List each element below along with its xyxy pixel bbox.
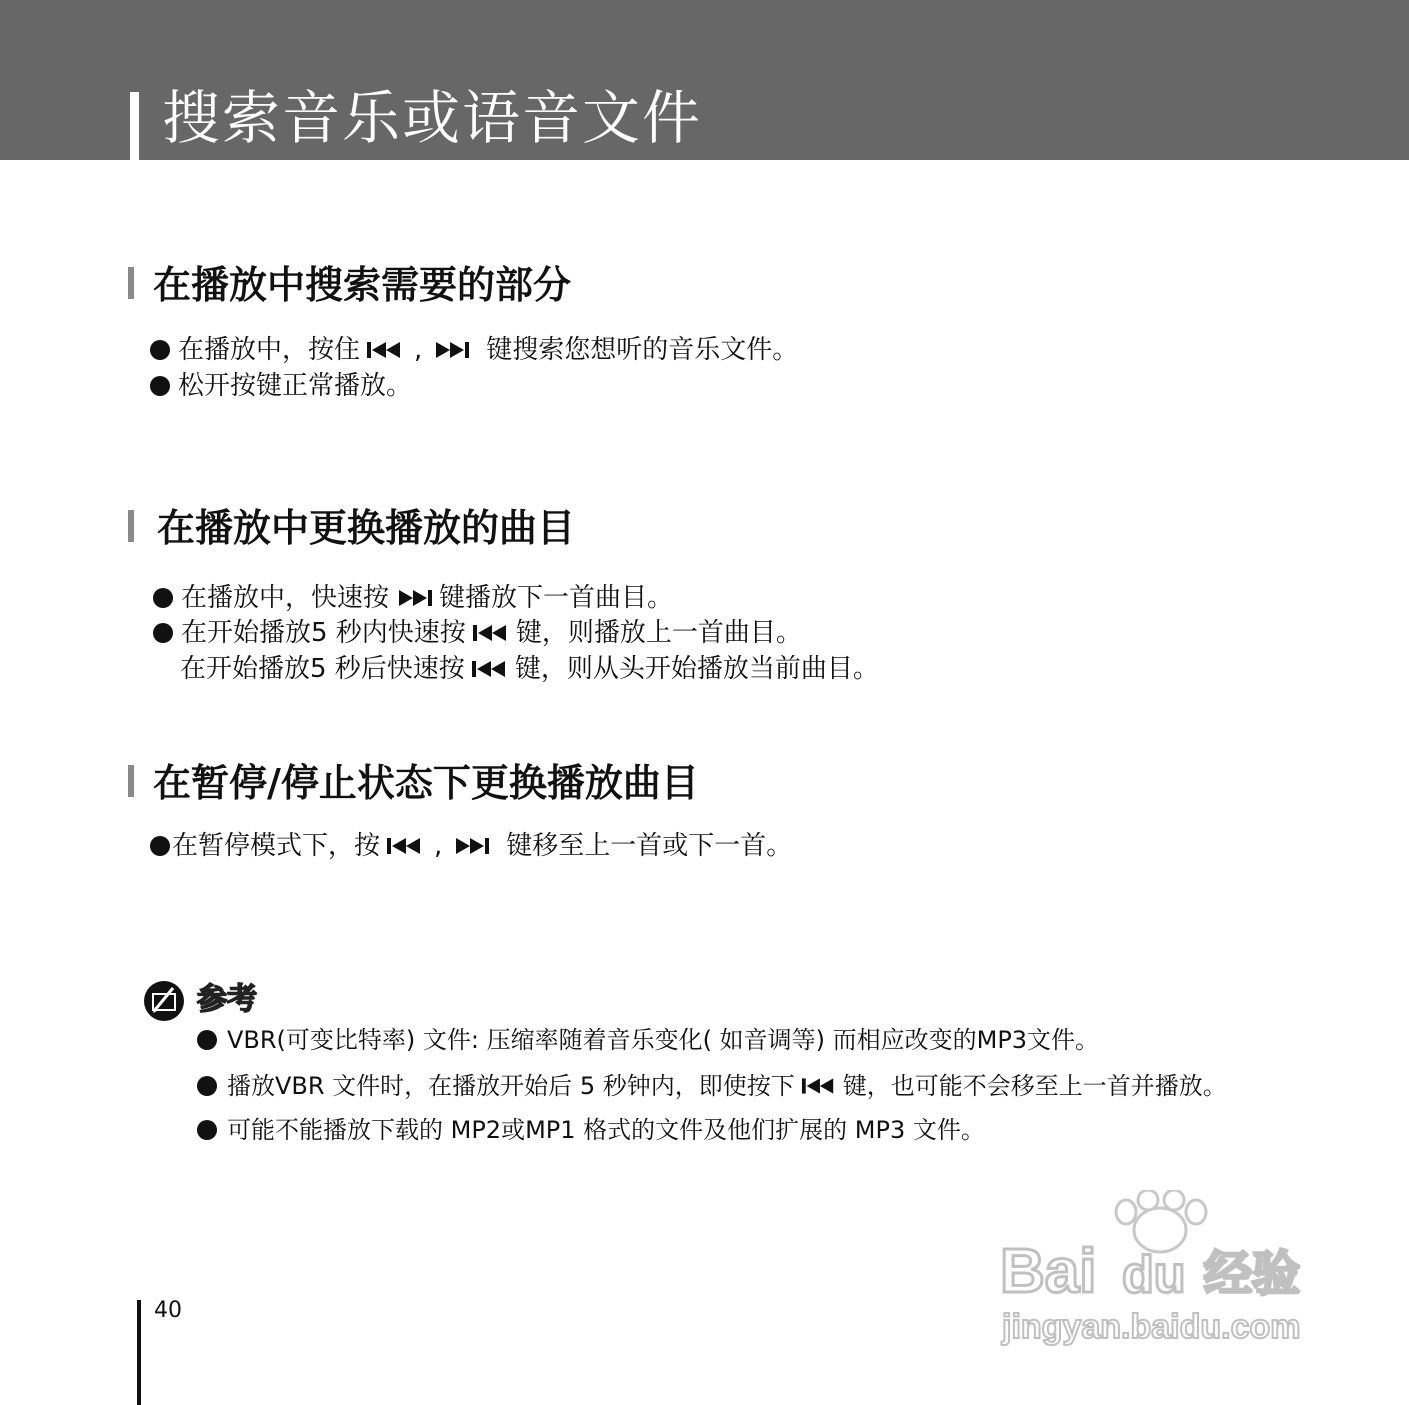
watermark-brand: Bai	[1000, 1237, 1097, 1306]
line-text: 在暂停模式下，按	[172, 831, 381, 861]
line-text: 可能不能播放下载的 MP2或MP1 格式的文件及他们扩展的 MP3 文件。	[227, 1116, 985, 1144]
line-text: 键播放下一首曲目。	[439, 583, 674, 613]
list-item	[180, 652, 879, 686]
section-marker	[128, 765, 134, 797]
previous-icon	[801, 1076, 837, 1096]
separator: ,	[434, 831, 443, 861]
line-text: 在开始播放5 秒后快速按	[180, 654, 465, 684]
note-item	[197, 1069, 1227, 1103]
bullet-icon	[150, 376, 170, 396]
list-item	[150, 333, 798, 367]
list-item	[153, 616, 802, 650]
page-title: 搜索音乐或语音文件	[162, 84, 703, 152]
line-text: 键，则播放上一首曲目。	[515, 618, 802, 648]
next-icon	[452, 836, 490, 856]
line-text: 在播放中，快速按	[181, 583, 390, 613]
line-text: 在播放中，按住	[178, 335, 361, 365]
header-accent-bar	[130, 92, 139, 160]
next-icon	[395, 588, 433, 608]
bullet-icon	[197, 1030, 217, 1050]
previous-icon	[471, 659, 509, 679]
baidu-watermark-logo	[998, 1190, 1328, 1350]
bullet-icon	[197, 1076, 217, 1096]
bullet-icon	[150, 836, 170, 856]
note-item	[197, 1023, 1099, 1057]
line-text: 键搜索您想听的音乐文件。	[486, 335, 799, 365]
line-text: 键移至上一首或下一首。	[506, 831, 793, 861]
watermark-cn: 经验	[1204, 1246, 1301, 1302]
watermark-url: jingyan.baidu.com	[1002, 1308, 1301, 1346]
bullet-icon	[153, 588, 173, 608]
line-text: 键，也可能不会移至上一首并播放。	[842, 1072, 1227, 1100]
line-text: 播放VBR 文件时，在播放开始后 5 秒钟内，即使按下	[227, 1072, 795, 1100]
pencil-note-icon	[143, 980, 185, 1022]
bullet-icon	[153, 623, 173, 643]
page-margin-rule	[137, 1300, 141, 1405]
line-text: 松开按键正常播放。	[178, 371, 413, 401]
line-text: 键，则从头开始播放当前曲目。	[514, 654, 879, 684]
next-icon	[432, 340, 470, 360]
previous-icon	[366, 340, 404, 360]
list-item	[150, 829, 792, 863]
previous-icon	[472, 623, 510, 643]
line-text: VBR(可变比特率) 文件: 压缩率随着音乐变化( 如音调等) 而相应改变的MP3文件。	[227, 1026, 1100, 1054]
list-item	[153, 581, 673, 615]
section-title-paused: 在暂停/停止状态下更换播放曲目	[153, 761, 699, 805]
section-marker	[128, 267, 134, 299]
previous-icon	[386, 836, 424, 856]
section-title-change-track: 在播放中更换播放的曲目	[157, 506, 576, 550]
watermark-brand2: du	[1122, 1246, 1186, 1304]
page-header	[0, 0, 1409, 160]
separator: ,	[414, 335, 423, 365]
bullet-icon	[150, 340, 170, 360]
note-item	[197, 1113, 985, 1147]
list-item	[150, 369, 412, 403]
page-number: 40	[154, 1298, 182, 1323]
line-text: 在开始播放5 秒内快速按	[181, 618, 466, 648]
bullet-icon	[197, 1120, 217, 1140]
note-label: 参考	[197, 982, 257, 1017]
section-title-search: 在播放中搜索需要的部分	[153, 263, 572, 307]
section-marker	[128, 510, 134, 542]
